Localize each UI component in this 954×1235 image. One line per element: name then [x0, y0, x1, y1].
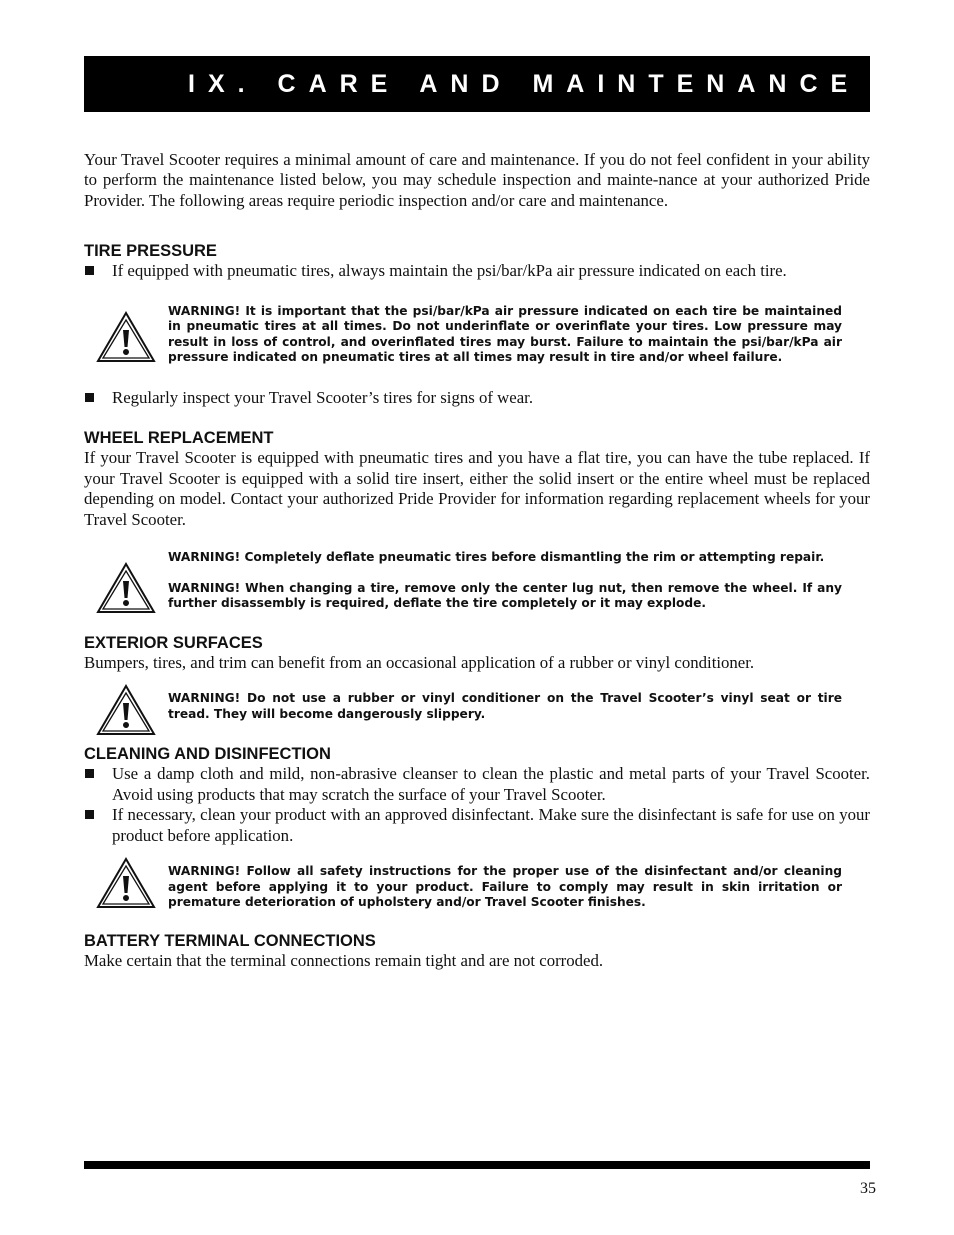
heading-tire-pressure: TIRE PRESSURE	[84, 242, 217, 261]
heading-exterior-surfaces: EXTERIOR SURFACES	[84, 633, 263, 652]
square-bullet-icon	[85, 769, 94, 778]
battery-paragraph: Make certain that the terminal connections remain tight and are not corroded.	[84, 950, 604, 970]
chapter-title: IX. CARE AND MAINTENANCE	[84, 56, 870, 112]
warning-exterior-surfaces	[84, 691, 870, 722]
heading-battery: BATTERY TERMINAL CONNECTIONS	[84, 931, 376, 950]
page-content	[84, 150, 870, 971]
warning-text: WARNING! It is important that the psi/bar/kPa air pressure indicated on each tire be maintained in pneumatic tires at all times. Do not underinflate or overinflate your tires. Low pressure may result in loss of control, and overinflated tires may burst. Failure to maintain the psi/bar/kPa air pressure indicated on pneumatic tires at all times may result in tire and/or wheel failure.	[168, 303, 842, 365]
square-bullet-icon	[85, 810, 94, 819]
page-number: 35	[860, 1180, 876, 1197]
warning-triangle-icon	[96, 857, 156, 909]
list-item: If equipped with pneumatic tires, always maintain the psi/bar/kPa air pressure indicated on each tire.	[84, 261, 870, 281]
warning-triangle-icon	[96, 562, 156, 614]
warning-triangle-icon	[96, 684, 156, 736]
warning-text: WARNING! Completely deflate pneumatic tires before dismantling the rim or attempting repair.	[168, 550, 825, 565]
warning-cleaning	[84, 864, 870, 911]
warning-wheel-replacement	[84, 550, 870, 612]
list-item: If necessary, clean your product with an approved disinfectant. Make sure the disinfectant is safe for use on your product before application.	[84, 805, 870, 846]
warning-text: WARNING! Follow all safety instructions for the proper use of the disinfectant and/or cleaning agent before applying it to your product. Failure to comply may result in skin irritation or premature deterioration of upholstery and/or Travel Scooter finishes.	[168, 864, 842, 910]
square-bullet-icon	[85, 266, 94, 275]
cleaning-list	[84, 764, 870, 846]
warning-text: WARNING! When changing a tire, remove only the center lug nut, then remove the wheel. If any further disassembly is required, deflate the tire completely or it may explode.	[168, 580, 842, 611]
intro-paragraph: Your Travel Scooter requires a minimal amount of care and maintenance. If you do not feel confident in your ability to perform the maintenance listed below, you may schedule inspection and mainte-nance at your authorized Pride Provider. The following areas require periodic inspection and/or care and maintenance.	[84, 150, 870, 210]
warning-text: WARNING! Do not use a rubber or vinyl conditioner on the Travel Scooter’s vinyl seat or tire tread. They will become dangerously slippery.	[168, 691, 842, 721]
warning-triangle-icon	[96, 311, 156, 363]
warning-tire-pressure	[84, 304, 870, 366]
tire-pressure-list	[84, 261, 870, 281]
heading-cleaning: CLEANING AND DISINFECTION	[84, 745, 331, 764]
footer-rule	[84, 1161, 870, 1169]
exterior-surfaces-paragraph: Bumpers, tires, and trim can benefit from an occasional application of a rubber or vinyl conditioner.	[84, 652, 755, 672]
square-bullet-icon	[85, 393, 94, 402]
list-item: Regularly inspect your Travel Scooter’s tires for signs of wear.	[84, 388, 870, 408]
heading-wheel-replacement: WHEEL REPLACEMENT	[84, 429, 274, 448]
wheel-replacement-paragraph: If your Travel Scooter is equipped with pneumatic tires and you have a flat tire, you can have the tube replaced. If your Travel Scooter is equipped with a solid tire insert, either the solid insert or the entire wheel must be replaced depending on model. Contact your authorized Pride Provider for information regarding replacement wheels for your Travel Scooter.	[84, 448, 870, 529]
tire-wear-list	[84, 388, 870, 408]
list-item: Use a damp cloth and mild, non-abrasive cleanser to clean the plastic and metal parts of your Travel Scooter. Avoid using products that may scratch the surface of your Travel Scooter.	[84, 764, 870, 805]
